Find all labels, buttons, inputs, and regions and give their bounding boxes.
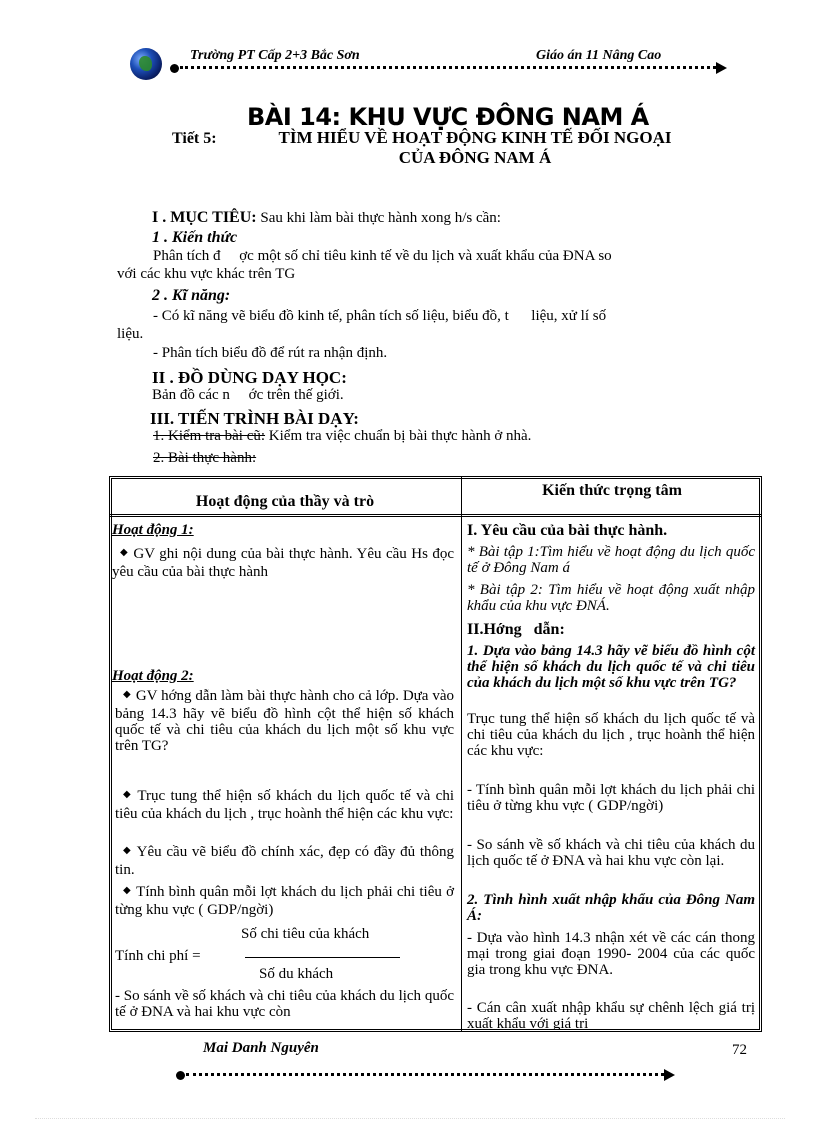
table-header-activities: Hoạt động của thầy và trò — [195, 493, 375, 510]
step-1-label: 1. Kiểm tra bài cũ: — [153, 428, 266, 444]
lesson-subtitle — [240, 128, 710, 168]
skill-text-1a: - Có kĩ năng vẽ biểu đồ kinh tế, phân tích số liệu, biểu đồ, t liệu, xử lí số — [153, 308, 607, 324]
lesson-title: BÀI 14: KHU VỰC ĐÔNG NAM Á — [247, 103, 649, 131]
activity-2-compare: - So sánh về số khách và chi tiêu của khách du lịch quốc tế ở ĐNA và hai khu vực còn — [115, 988, 454, 1020]
knowledge-text-1: Phân tích đ ợc một số chỉ tiêu kinh tế về du lịch và xuất khẩu của ĐNA so — [153, 248, 612, 264]
formula-denominator: Số du khách — [259, 966, 334, 982]
page-number: 72 — [732, 1042, 747, 1058]
footer-arrow-icon — [664, 1069, 675, 1081]
activity-2-item-4: ◆ Tính bình quân mỗi lợt khách du lịch phải chi tiêu ở từng khu vực ( GDP/ngời) — [115, 884, 454, 918]
formula-numerator: Số chi tiêu của khách — [241, 926, 370, 942]
question-1: 1. Dựa vào bảng 14.3 hãy vẽ biểu đồ hình cột thể hiện số khách du lịch quốc tế và chi tiêu của khách du lịch một số khu vực trên TG? — [467, 643, 755, 691]
guide-para-2: - Tính bình quân mỗi lợt khách du lịch phải chi tiêu ở từng khu vực ( GDP/ngời) — [467, 782, 755, 814]
process-step-2: 2. Bài thực hành: — [153, 450, 257, 466]
header-subject: Giáo án 11 Nâng Cao — [536, 48, 662, 63]
activity-1-item: ◆ GV ghi nội dung của bài thực hành. Yêu cầu Hs đọc yêu cầu của bài thực hành — [112, 546, 454, 580]
guide-para-1: Trục tung thể hiện số khách du lịch quốc tế và chi tiêu của khách du lịch , trục hoành thể hiện các khu vực: — [467, 711, 755, 759]
subtitle-line-1: TÌM HIỂU VỀ HOẠT ĐỘNG KINH TẾ ĐỐI NGOẠI — [278, 128, 672, 147]
materials-heading: II . ĐỒ DÙNG DẠY HỌC: — [152, 368, 347, 387]
globe-logo-icon — [130, 48, 162, 80]
activity-2-item-2: ◆ Trục tung thể hiện số khách du lịch quốc tế và chi tiêu của khách du lịch , trục hoành thể hiện các khu vực: — [115, 788, 454, 822]
guide-para-5: - Cán cân xuất nhập khẩu sự chênh lệch giá trị xuất khẩu với giá trị — [467, 1000, 755, 1030]
header-dotted-rule — [180, 66, 716, 69]
formula-fraction-bar — [245, 957, 400, 958]
footer-author: Mai Danh Nguyên — [203, 1040, 319, 1056]
header-arrow-icon — [716, 62, 727, 74]
skill-text-2: - Phân tích biểu đồ để rút ra nhận định. — [153, 345, 388, 361]
activity-2-item-3: ◆ Yêu cầu vẽ biểu đồ chính xác, đẹp có đầy đủ thông tin. — [115, 844, 454, 878]
skill-heading: 2 . Kĩ năng: — [152, 287, 231, 304]
question-2: 2. Tình hình xuất nhập khẩu của Đông Nam Á: — [467, 892, 755, 924]
objectives-heading-row — [152, 209, 501, 227]
exercise-1: * Bài tập 1:Tìm hiểu về hoạt động du lịch quốc tế ở Đông Nam á — [467, 544, 755, 576]
formula-label: Tính chi phí = — [115, 948, 201, 964]
header-bullet — [170, 64, 179, 73]
objectives-intro: Sau khi làm bài thực hành xong h/s cần: — [256, 210, 501, 226]
process-step-1 — [153, 428, 531, 445]
header-school: Trường PT Cấp 2+3 Bắc Sơn — [190, 48, 360, 63]
activity-1-title: Hoạt động 1: — [112, 522, 194, 538]
table-header-knowledge: Kiến thức trọng tâm — [542, 482, 682, 499]
lesson-number: Tiết 5: — [172, 130, 217, 147]
guide-para-3: - So sánh về số khách và chi tiêu của khách du lịch quốc tế ở ĐNA và hai khu vực còn lại. — [467, 837, 755, 869]
page-bottom-rule — [35, 1118, 785, 1119]
materials-text: Bản đồ các n ớc trên thế giới. — [152, 387, 344, 403]
process-heading: III. TIẾN TRÌNH BÀI DẠY: — [150, 409, 359, 428]
activity-2-title: Hoạt động 2: — [112, 668, 194, 684]
step-1-text: Kiểm tra việc chuẩn bị bài thực hành ở nhà. — [265, 428, 532, 444]
subtitle-line-2: CỦA ĐÔNG NAM Á — [398, 148, 552, 167]
table-column-divider — [461, 476, 462, 1032]
activity-2-item-1: ◆ GV hớng dẫn làm bài thực hành cho cả lớp. Dựa vào bảng 14.3 hãy vẽ biểu đồ hình cột thể hiện số khách quốc tế và chi tiêu của khách du lịch một số khu vực trên TG? — [115, 688, 454, 754]
skill-text-1b: liệu. — [117, 326, 144, 342]
table-header-divider — [109, 514, 762, 517]
footer-dotted-rule — [186, 1073, 664, 1076]
requirements-heading: I. Yêu cầu của bài thực hành. — [467, 522, 668, 539]
knowledge-heading: 1 . Kiến thức — [152, 229, 238, 246]
objectives-heading: I . MỤC TIÊU: — [152, 209, 257, 226]
guide-para-4: - Dựa vào hình 14.3 nhận xét về các cán thong mại trong giai đoạn 1990- 2004 của các quốc gia trong khu vực ĐNA. — [467, 930, 755, 978]
exercise-2: * Bài tập 2: Tìm hiểu về hoạt động xuất nhập khẩu của khu vực ĐNÁ. — [467, 582, 755, 614]
footer-bullet — [176, 1071, 185, 1080]
guide-heading: II.Hớng dẫn: — [467, 621, 565, 638]
knowledge-text-2: với các khu vực khác trên TG — [117, 266, 296, 282]
